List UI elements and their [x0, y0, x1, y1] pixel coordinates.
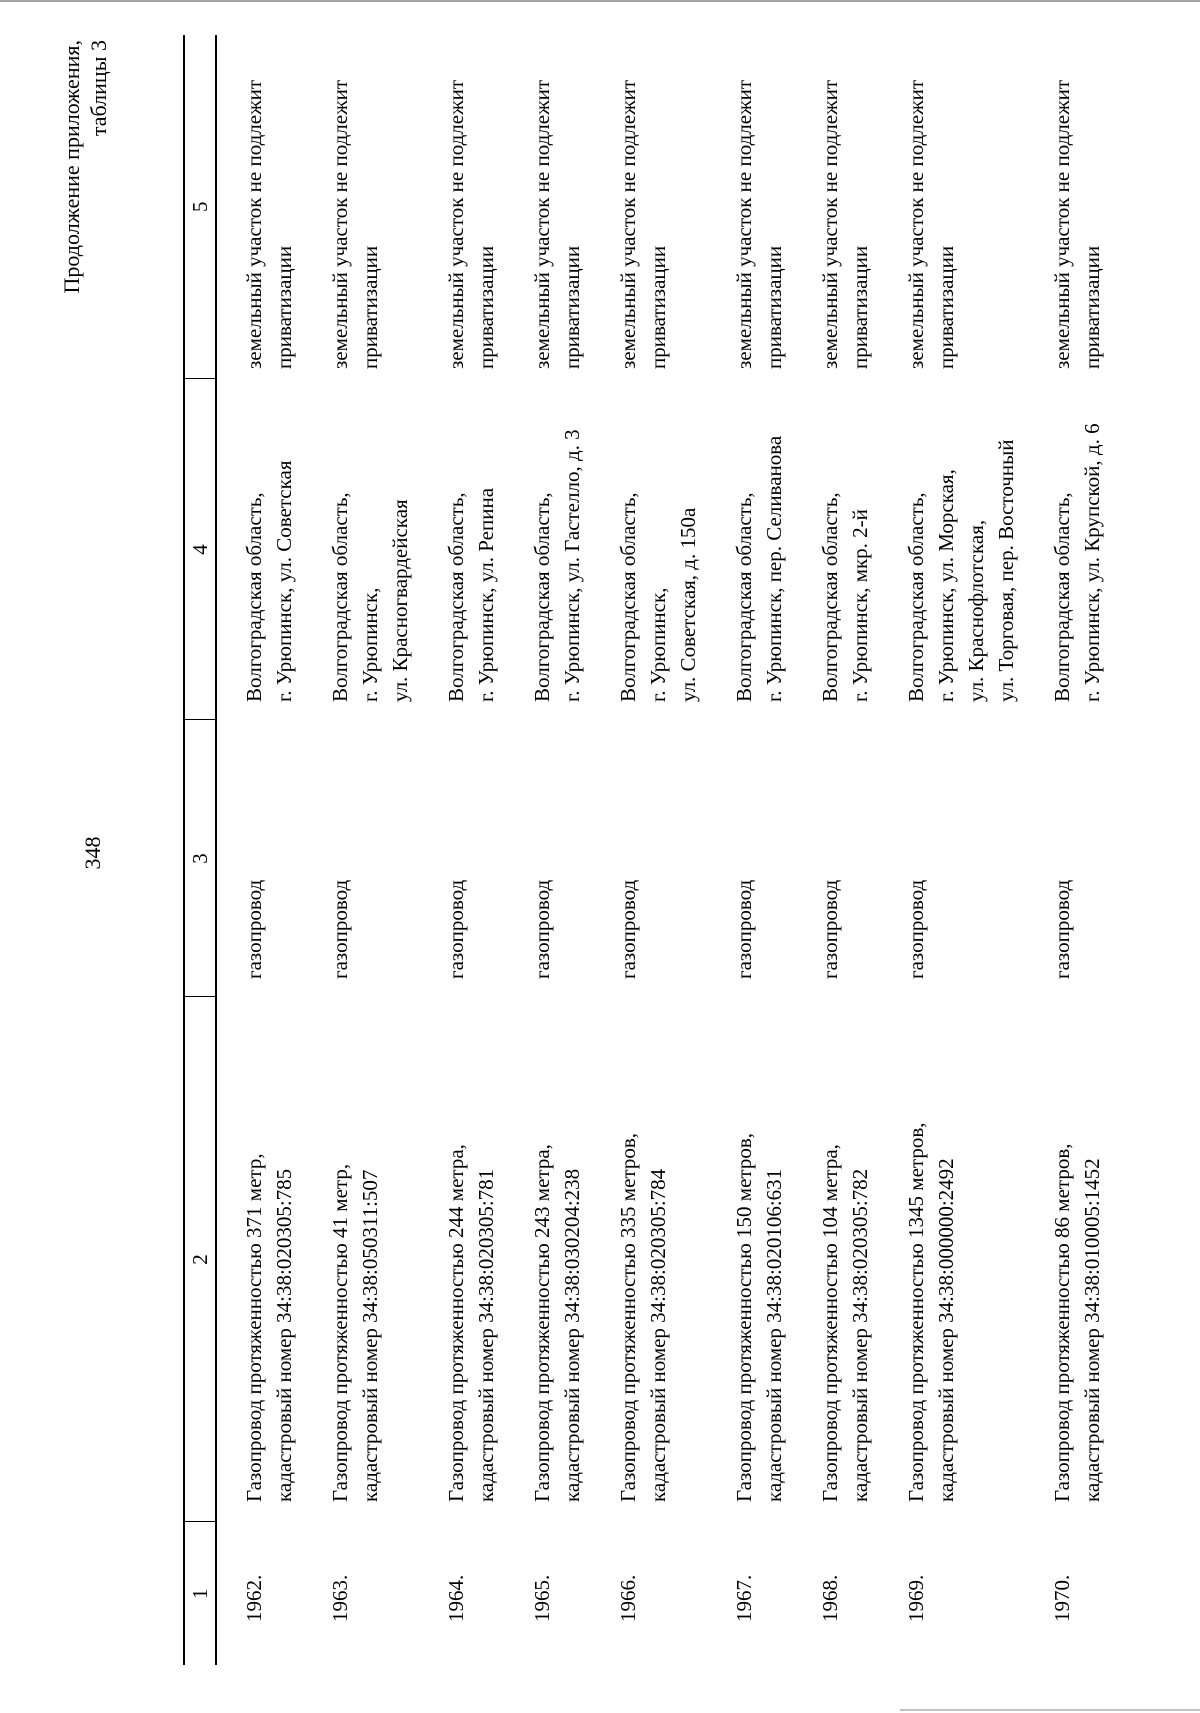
- row-number: 1966.: [616, 1574, 640, 1622]
- column-header-3: 3: [184, 720, 216, 997]
- note-cell: [595, 35, 711, 379]
- row-number: 1964.: [444, 1574, 468, 1622]
- description-line: кадастровый номер 34:38:000000:2492: [934, 1158, 958, 1502]
- address-line: ул. Краснофлотская,: [964, 519, 988, 702]
- object-type-cell: [883, 720, 1029, 997]
- address-line: г. Урюпинск, ул. Советская: [272, 460, 296, 702]
- table-row: [1029, 35, 1115, 1665]
- note-line: приватизации: [934, 245, 958, 369]
- description-line: кадастровый номер 34:38:020305:784: [646, 1168, 670, 1502]
- property-table: [183, 35, 1115, 1665]
- note-line: земельный участок не подлежит: [616, 79, 640, 369]
- object-type-cell: [797, 720, 883, 997]
- row-number-cell: [797, 1522, 883, 1665]
- note-cell: [1029, 35, 1115, 379]
- address-line: г. Урюпинск, мкр. 2-й: [848, 509, 872, 702]
- address-line: ул. Советская, д. 150а: [676, 507, 700, 702]
- table-row: [509, 35, 595, 1665]
- continuation-note: [58, 40, 112, 293]
- description-cell: [883, 997, 1029, 1522]
- note-cell: [711, 35, 797, 379]
- address-line: Волгоградская область,: [732, 492, 756, 702]
- row-number: 1970.: [1050, 1574, 1074, 1622]
- note-line: приватизации: [1080, 245, 1104, 369]
- note-cell: [883, 35, 1029, 379]
- address-cell: [883, 379, 1029, 720]
- row-number-cell: [216, 1522, 307, 1665]
- note-line: земельный участок не подлежит: [328, 79, 352, 369]
- table-row: [307, 35, 423, 1665]
- description-cell: [216, 997, 307, 1522]
- table-row: [711, 35, 797, 1665]
- column-header-5: 5: [184, 35, 216, 379]
- object-type: газопровод: [328, 879, 352, 979]
- row-number: 1968.: [818, 1574, 842, 1622]
- description-line: кадастровый номер 34:38:010005:1452: [1080, 1158, 1104, 1502]
- address-line: г. Урюпинск, ул. Морская,: [934, 469, 958, 702]
- note-cell: [797, 35, 883, 379]
- description-line: кадастровый номер 34:38:020305:781: [474, 1168, 498, 1502]
- description-line: кадастровый номер 34:38:020305:785: [272, 1168, 296, 1502]
- address-line: Волгоградская область,: [530, 492, 554, 702]
- row-number-cell: [595, 1522, 711, 1665]
- note-line: земельный участок не подлежит: [818, 79, 842, 369]
- row-number-cell: [509, 1522, 595, 1665]
- row-number: 1967.: [732, 1574, 756, 1622]
- row-number-cell: [1029, 1522, 1115, 1665]
- note-cell: [423, 35, 509, 379]
- row-number-cell: [307, 1522, 423, 1665]
- object-type: газопровод: [530, 879, 554, 979]
- note-line: приватизации: [762, 245, 786, 369]
- object-type: газопровод: [616, 879, 640, 979]
- object-type-cell: [216, 720, 307, 997]
- address-cell: [711, 379, 797, 720]
- column-header-1: 1: [184, 1522, 216, 1665]
- description-line: Газопровод протяженностью 335 метров,: [616, 1133, 640, 1502]
- object-type: газопровод: [1050, 879, 1074, 979]
- table-row: [883, 35, 1029, 1665]
- object-type: газопровод: [818, 879, 842, 979]
- description-line: кадастровый номер 34:38:050311:507: [358, 1169, 382, 1502]
- object-type: газопровод: [732, 879, 756, 979]
- object-type: газопровод: [904, 879, 928, 979]
- note-line: приватизации: [358, 245, 382, 369]
- description-line: кадастровый номер 34:38:020106:631: [762, 1168, 786, 1502]
- description-cell: [307, 997, 423, 1522]
- note-line: приватизации: [474, 245, 498, 369]
- description-line: Газопровод протяженностью 1345 метров,: [904, 1122, 928, 1502]
- address-line: Волгоградская область,: [1050, 492, 1074, 702]
- description-line: Газопровод протяженностью 243 метра,: [530, 1144, 554, 1502]
- row-number-cell: [423, 1522, 509, 1665]
- address-line: г. Урюпинск,: [646, 587, 670, 702]
- object-type-cell: [711, 720, 797, 997]
- address-cell: [307, 379, 423, 720]
- continuation-line-1: Продолжение приложения,: [59, 40, 84, 294]
- description-line: Газопровод протяженностью 86 метров,: [1050, 1143, 1074, 1502]
- address-cell: [595, 379, 711, 720]
- description-cell: [711, 997, 797, 1522]
- address-line: Волгоградская область,: [242, 492, 266, 702]
- note-line: земельный участок не подлежит: [242, 79, 266, 369]
- table-row: [216, 35, 307, 1665]
- object-type-cell: [509, 720, 595, 997]
- address-line: Волгоградская область,: [818, 492, 842, 702]
- object-type-cell: [307, 720, 423, 997]
- table-body: [216, 35, 1115, 1665]
- object-type: газопровод: [242, 879, 266, 979]
- description-line: Газопровод протяженностью 104 метра,: [818, 1144, 842, 1502]
- note-line: земельный участок не подлежит: [1050, 79, 1074, 369]
- object-type: газопровод: [444, 879, 468, 979]
- page-number: 348: [80, 836, 105, 870]
- address-line: Волгоградская область,: [444, 492, 468, 702]
- row-number-cell: [711, 1522, 797, 1665]
- description-line: кадастровый номер 34:38:020305:782: [848, 1168, 872, 1502]
- row-number: 1965.: [530, 1574, 554, 1622]
- continuation-line-2: таблицы 3: [86, 40, 111, 137]
- address-line: г. Урюпинск, ул. Крупской, д. 6: [1080, 423, 1104, 702]
- note-line: приватизации: [646, 245, 670, 369]
- note-line: земельный участок не подлежит: [904, 79, 928, 369]
- note-line: земельный участок не подлежит: [444, 79, 468, 369]
- address-line: ул. Красногвардейская: [388, 499, 412, 702]
- address-line: г. Урюпинск,: [358, 587, 382, 702]
- note-cell: [216, 35, 307, 379]
- description-cell: [797, 997, 883, 1522]
- description-cell: [595, 997, 711, 1522]
- row-number: 1963.: [328, 1574, 352, 1622]
- note-line: земельный участок не подлежит: [530, 79, 554, 369]
- description-line: Газопровод протяженностью 150 метров,: [732, 1133, 756, 1502]
- table-row: [797, 35, 883, 1665]
- row-number-cell: [883, 1522, 1029, 1665]
- description-line: Газопровод протяженностью 244 метра,: [444, 1144, 468, 1502]
- description-line: кадастровый номер 34:38:030204:238: [560, 1168, 584, 1502]
- note-line: приватизации: [848, 245, 872, 369]
- note-cell: [307, 35, 423, 379]
- address-cell: [797, 379, 883, 720]
- description-cell: [509, 997, 595, 1522]
- address-cell: [509, 379, 595, 720]
- description-cell: [1029, 997, 1115, 1522]
- object-type-cell: [595, 720, 711, 997]
- row-number: 1969.: [904, 1574, 928, 1622]
- row-number: 1962.: [242, 1574, 266, 1622]
- note-cell: [509, 35, 595, 379]
- address-line: г. Урюпинск, ул. Гастелло, д. 3: [560, 429, 584, 702]
- address-line: Волгоградская область,: [328, 492, 352, 702]
- column-header-4: 4: [184, 379, 216, 720]
- address-line: г. Урюпинск, пер. Селиванова: [762, 435, 786, 702]
- object-type-cell: [423, 720, 509, 997]
- address-cell: [423, 379, 509, 720]
- description-line: Газопровод протяженностью 371 метр,: [242, 1153, 266, 1502]
- address-line: Волгоградская область,: [904, 492, 928, 702]
- table-row: [423, 35, 509, 1665]
- address-line: Волгоградская область,: [616, 492, 640, 702]
- note-line: земельный участок не подлежит: [732, 79, 756, 369]
- object-type-cell: [1029, 720, 1115, 997]
- address-cell: [216, 379, 307, 720]
- table-row: [595, 35, 711, 1665]
- description-line: Газопровод протяженностью 41 метр,: [328, 1163, 352, 1502]
- column-header-2: 2: [184, 997, 216, 1522]
- address-cell: [1029, 379, 1115, 720]
- note-line: приватизации: [560, 245, 584, 369]
- address-line: ул. Торговая, пер. Восточный: [994, 439, 1018, 702]
- address-line: г. Урюпинск, ул. Репина: [474, 487, 498, 702]
- description-cell: [423, 997, 509, 1522]
- table-header-row: [184, 35, 216, 1665]
- note-line: приватизации: [272, 245, 296, 369]
